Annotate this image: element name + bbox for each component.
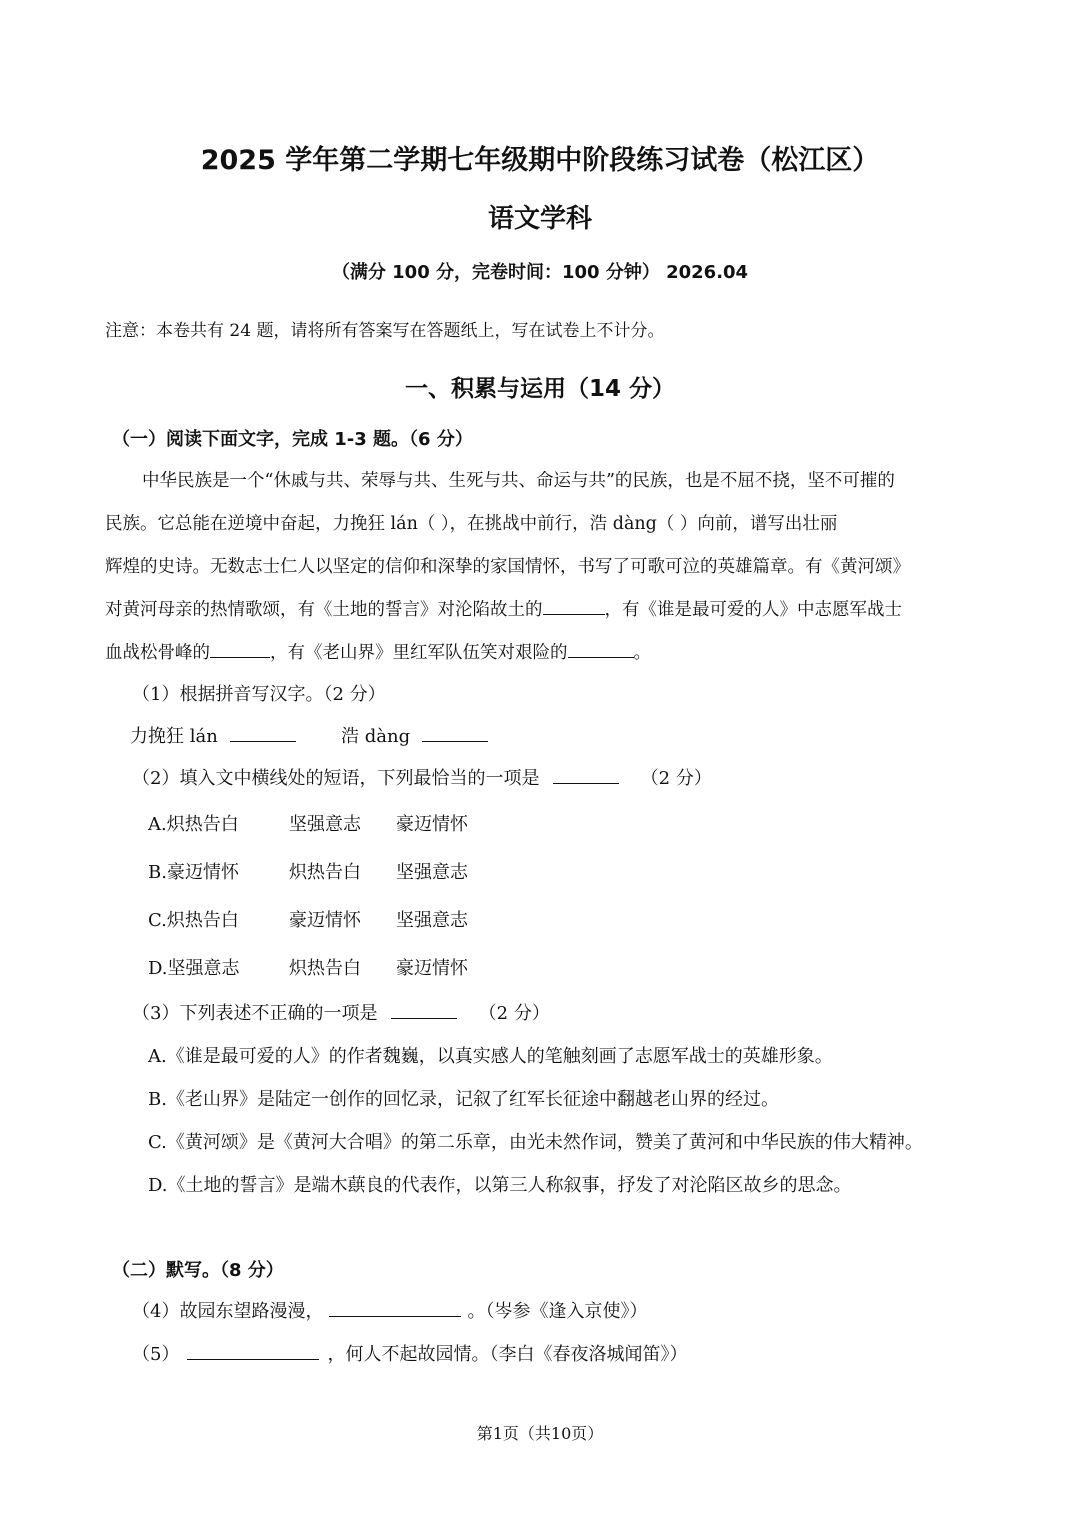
option-part: D.坚强意志: [148, 958, 240, 979]
question-3-prompt: [132, 999, 550, 1025]
q3-option: D.《土地的誓言》是端木蕻良的代表作，以第三人称叙事，抒发了对沦陷区故乡的思念。: [148, 1175, 852, 1196]
q1-item-2: 浩 dàng: [341, 726, 411, 747]
exam-title: 2025 学年第二学期七年级期中阶段练习试卷（松江区）: [200, 145, 880, 176]
q3-prompt-text: （3）下列表述不正确的一项是: [132, 1003, 378, 1024]
answer-blank[interactable]: [568, 656, 634, 658]
q4-pre: （4）故园东望路漫漫，: [132, 1301, 324, 1322]
option-part: C.炽热告白: [148, 910, 239, 931]
q1-item-1: 力挽狂 lán: [130, 726, 218, 747]
option-part: 坚强意志: [396, 910, 468, 931]
q2-score: （2 分）: [640, 768, 712, 789]
q3-option: A.《谁是最可爱的人》的作者魏巍，以真实感人的笔触刻画了志愿军战士的英雄形象。: [148, 1046, 833, 1067]
option-part: 坚强意志: [289, 814, 361, 835]
exam-meta: （满分 100 分，完卷时间：100 分钟） 2026.04: [331, 262, 749, 283]
option-part: 坚强意志: [396, 862, 468, 883]
passage-line: [105, 596, 902, 621]
q5-pre: （5）: [132, 1344, 180, 1365]
option-part: B.豪迈情怀: [148, 862, 239, 883]
passage-text: 。: [633, 643, 651, 663]
option-part: A.炽热告白: [148, 814, 239, 835]
page-number: 第1页（共10页）: [476, 1424, 604, 1443]
question-1-items: [130, 722, 488, 748]
question-4: [132, 1297, 647, 1323]
answer-blank[interactable]: [230, 740, 296, 742]
passage-line: [105, 639, 651, 664]
passage-text: ，有《谁是最可爱的人》中志愿军战士: [604, 600, 902, 620]
q3-option: C.《黄河颂》是《黄河大合唱》的第二乐章，由光未然作词，赞美了黄河和中华民族的伟大精神。: [148, 1132, 923, 1153]
section-title: 一、积累与运用（14 分）: [404, 376, 675, 402]
passage-text: 对黄河母亲的热情歌颂，有《土地的誓言》对沦陷故土的: [105, 600, 543, 620]
option-part: 豪迈情怀: [396, 814, 468, 835]
q3-option: B.《老山界》是陆定一创作的回忆录，记叙了红军长征途中翻越老山界的经过。: [148, 1089, 779, 1110]
q5-post: ，何人不起故园情。（李白《春夜洛城闻笛》）: [327, 1344, 688, 1365]
subject-title: 语文学科: [487, 204, 592, 234]
passage-line: 辉煌的史诗。无数志士仁人以坚定的信仰和深挚的家国情怀，书写了可歌可泣的英雄篇章。有《黄河颂》: [105, 557, 910, 577]
q4-post: 。（岑参《逢入京使》）: [467, 1301, 648, 1322]
answer-blank[interactable]: [210, 656, 270, 658]
answer-blank[interactable]: [422, 740, 488, 742]
option-part: 炽热告白: [289, 862, 361, 883]
passage-line: 中华民族是一个“休戚与共、荣辱与共、生死与共、命运与共”的民族，也是不屈不挠，坚不可摧的: [142, 471, 895, 491]
part1-heading: （一）阅读下面文字，完成 1-3 题。（6 分）: [112, 429, 473, 450]
answer-blank[interactable]: [553, 782, 619, 784]
q2-option: [148, 810, 468, 836]
question-5: [132, 1340, 687, 1366]
passage-line: 民族。它总能在逆境中奋起，力挽狂 lán（ ），在挑战中前行，浩 dàng（ ）向前，谱写出壮丽: [105, 514, 838, 534]
q2-prompt-text: （2）填入文中横线处的短语，下列最恰当的一项是: [132, 768, 540, 789]
q2-option: [148, 906, 468, 932]
passage-text: 血战松骨峰的: [105, 643, 210, 663]
exam-notice: 注意：本卷共有 24 题，请将所有答案写在答题纸上，写在试卷上不计分。: [105, 321, 665, 341]
question-1-prompt: （1）根据拼音写汉字。（2 分）: [132, 684, 386, 705]
answer-blank[interactable]: [543, 613, 605, 615]
part2-heading: （二）默写。（8 分）: [112, 1260, 284, 1281]
answer-blank[interactable]: [329, 1315, 461, 1317]
question-2-prompt: [132, 764, 712, 790]
q2-option: [148, 954, 468, 980]
option-part: 豪迈情怀: [289, 910, 361, 931]
option-part: 炽热告白: [289, 958, 361, 979]
answer-blank[interactable]: [391, 1017, 457, 1019]
passage-text: ，有《老山界》里红军队伍笑对艰险的: [270, 643, 568, 663]
answer-blank[interactable]: [187, 1358, 319, 1360]
q3-score: （2 分）: [478, 1003, 550, 1024]
q2-option: [148, 858, 468, 884]
option-part: 豪迈情怀: [396, 958, 468, 979]
